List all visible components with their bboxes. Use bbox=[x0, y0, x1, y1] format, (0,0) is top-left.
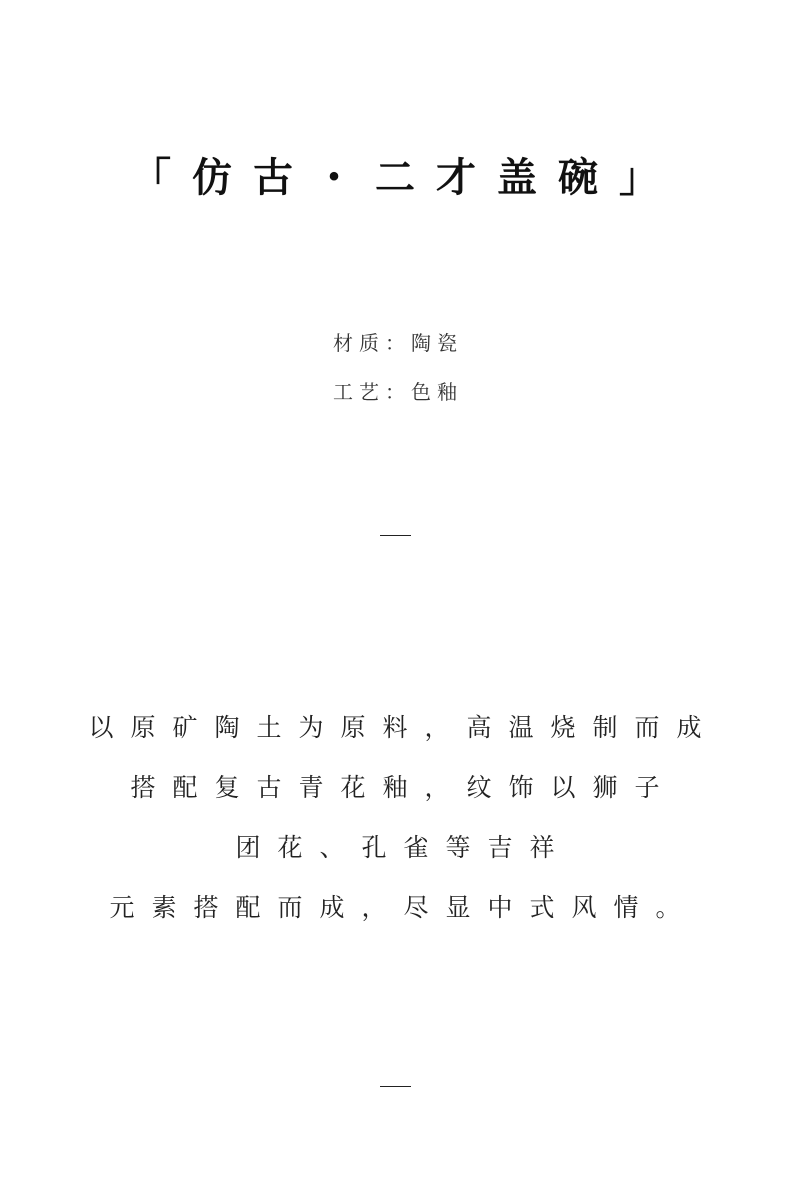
description-line-1: 以原矿陶土为原料，高温烧制而成 bbox=[88, 713, 719, 742]
spec-material bbox=[0, 327, 790, 356]
spec-material-value: 陶瓷 bbox=[411, 331, 463, 355]
description-line-3: 团花、孔雀等吉祥 bbox=[235, 833, 572, 862]
product-title: 「仿古・二才盖碗」 bbox=[131, 154, 680, 201]
spec-material-separator: ： bbox=[385, 331, 411, 355]
spec-craft-separator: ： bbox=[385, 380, 411, 404]
spec-craft bbox=[0, 376, 790, 405]
description-line-2: 搭配复古青花釉，纹饰以狮子 bbox=[130, 773, 677, 802]
divider-top bbox=[380, 535, 411, 536]
divider-bottom bbox=[380, 1086, 411, 1087]
spec-craft-value: 色釉 bbox=[411, 380, 463, 404]
description-line-4: 元素搭配而成，尽显中式风情。 bbox=[109, 893, 698, 922]
spec-material-label: 材质 bbox=[333, 331, 385, 355]
spec-craft-label: 工艺 bbox=[333, 380, 385, 404]
